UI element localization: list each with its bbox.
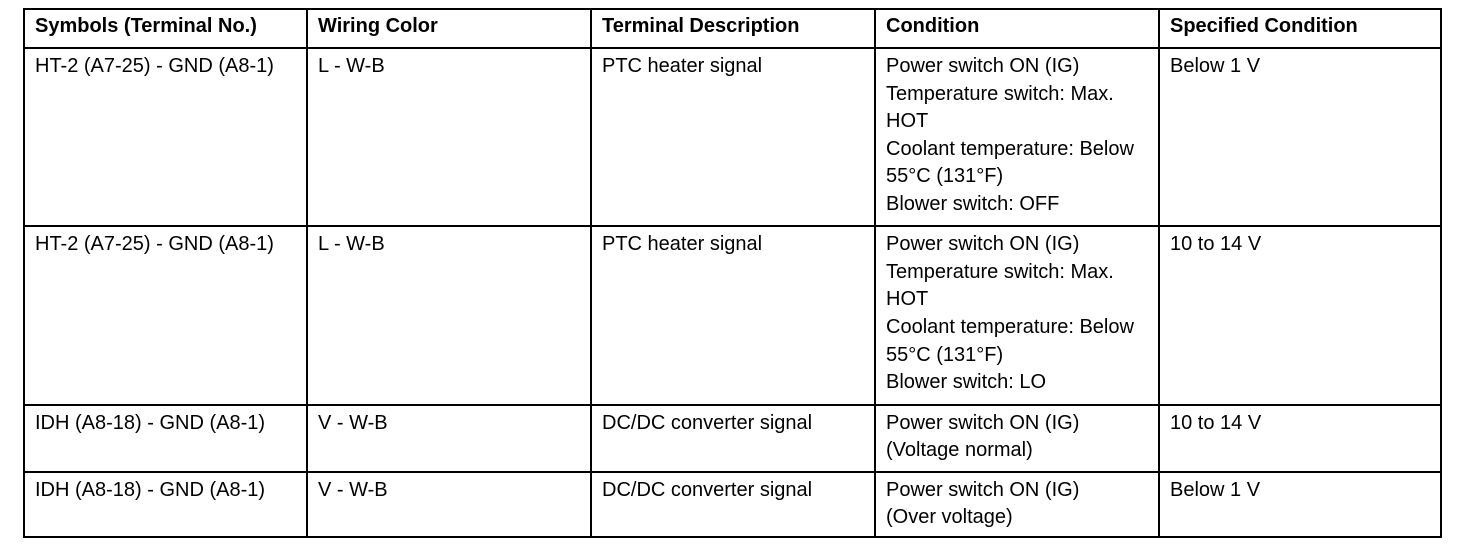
specified-cell: 10 to 14 V (1159, 226, 1441, 404)
condition-line: (Voltage normal) (886, 439, 1033, 462)
specified-cell: Below 1 V (1159, 472, 1441, 537)
symbol-cell: HT-2 (A7-25) - GND (A8-1) (24, 48, 307, 226)
condition-line: Power switch ON (IG) (886, 55, 1080, 77)
terminal-spec-table (23, 8, 1442, 538)
symbol-cell: IDH (A8-18) - GND (A8-1) (24, 405, 307, 472)
header-terminal-description: Terminal Description (591, 9, 875, 48)
wiring-cell: V - W-B (307, 405, 591, 472)
condition-cell (875, 472, 1159, 537)
table-row (24, 472, 1441, 537)
condition-line: (Over voltage) (886, 506, 1013, 529)
description-cell: PTC heater signal (591, 48, 875, 226)
symbol-cell: IDH (A8-18) - GND (A8-1) (24, 472, 307, 537)
header-specified-condition: Specified Condition (1159, 9, 1441, 48)
condition-line: Power switch ON (IG) (886, 233, 1080, 256)
condition-cell (875, 226, 1159, 404)
table-row (24, 405, 1441, 472)
wiring-cell: L - W-B (307, 226, 591, 404)
table-row (24, 226, 1441, 404)
header-wiring-color: Wiring Color (307, 9, 591, 48)
header-symbols: Symbols (Terminal No.) (24, 9, 307, 48)
condition-line: Blower switch: OFF (886, 192, 1060, 215)
specified-cell: 10 to 14 V (1159, 405, 1441, 472)
condition-line: Blower switch: LO (886, 371, 1047, 394)
header-condition: Condition (875, 9, 1159, 48)
symbol-cell: HT-2 (A7-25) - GND (A8-1) (24, 226, 307, 404)
header-row (24, 9, 1441, 48)
description-cell: DC/DC converter signal (591, 405, 875, 472)
description-cell: PTC heater signal (591, 226, 875, 404)
specified-cell: Below 1 V (1159, 48, 1441, 226)
condition-line: Temperature switch: Max. HOT (886, 260, 1114, 311)
wiring-cell: V - W-B (307, 472, 591, 537)
condition-line: Temperature switch: Max. HOT (886, 82, 1114, 133)
description-cell: DC/DC converter signal (591, 472, 875, 537)
condition-line: Coolant temperature: Below 55°C (131°F) (886, 316, 1134, 366)
condition-line: Coolant temperature: Below 55°C (131°F) (886, 137, 1134, 188)
wiring-cell: L - W-B (307, 48, 591, 226)
condition-line: Power switch ON (IG) (886, 411, 1080, 434)
condition-line: Power switch ON (IG) (886, 478, 1080, 501)
condition-cell (875, 405, 1159, 472)
table-row (24, 48, 1441, 226)
condition-cell (875, 48, 1159, 226)
